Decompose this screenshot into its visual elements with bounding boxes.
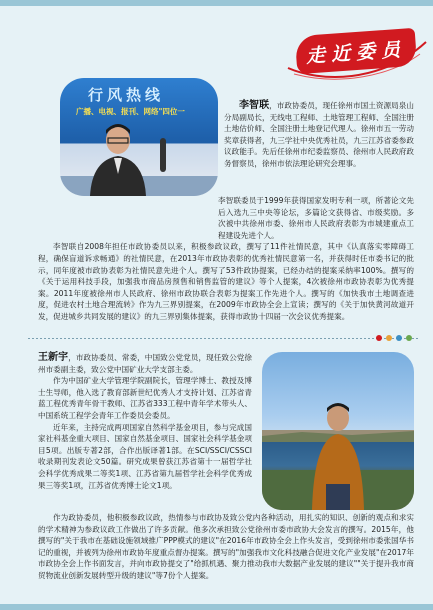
photo1-banner-subtitle: 广播、电视、报刊、网络"四位一	[76, 107, 185, 116]
member2-para2: 作为中国矿业大学管理学院副院长，管理学博士、教授及博士生导师，他入选了教育部新世纪优秀人才支持计划、江苏省青蓝工程优秀青年骨干教师、江苏省333工程中青年学术带头人、中国系统工程学会青年工作委员会委员。	[38, 376, 252, 420]
member1-intro-block	[224, 100, 414, 170]
bottom-band	[0, 604, 433, 610]
top-band	[0, 0, 433, 6]
photo1-microphone	[160, 138, 166, 172]
member2-photo	[262, 352, 414, 510]
member1-body	[38, 195, 414, 323]
photo1-banner-title: 行风热线	[88, 86, 165, 104]
member1-name: 李智联	[239, 100, 270, 111]
member1-para2: 李智联委员于1999年获得国家发明专利一项，所著论文先后入选九三中央等论坛，多篇论文获得省、市级奖励。多次被中共徐州市委、徐州市人民政府表彰为市城建重点工程建设先进个人。	[218, 196, 414, 240]
section-title: 走近委员	[305, 38, 407, 68]
member1-para3: 李智联自2008年担任市政协委员以来，积极参政议政，撰写了11件社情民意，其中《认真落实零障碍工程，确保盲道诉求畅通》的社情民意，在2013年市政协表彰的优秀社情民意第一名，并获得时任市委书记的批示，同年度被市政协表彰为社情民意先进个人。撰写了53件政协提案，已经办结的提案采纳率100%。撰写的《关于运用科技手段，加强我市商品房预售和销售监管的建议》等个人提案，4次被徐州市政协表彰为优秀提案。2011年度被徐州市人民政府、徐州市政协联合表彰为提案工作先进个人。撰写的《加快我市土地调查进度，促进农村土地合理流转》作为九三界别提案，在2009年市政协全会上宣读；撰写的《关于加快黄河故道开发，促进城乡共同发展的建议》的九三界别集体提案，获得市政协十四届一次会议优秀提案。	[38, 242, 414, 321]
member2-para3: 近年来，主持完成两项国家自然科学基金项目，参与完成国家社科基金重大项目、国家自然基金项目、国家社会科学基金项目5项。出版专著2部，合作出版译著1部。在SCI/SSCI/CSSCI收录期刊发表论文50篇。研究成果曾获江苏省第十一届哲学社会科学优秀成果二等奖1项、江苏省第九届哲学社会科学优秀成果三等奖1项，江苏省优秀博士论文1项。	[38, 422, 252, 490]
member2-para4: 作为政协委员，他积极参政议政，热情参与市政协及致公党内各种活动，用扎实的知识、创新的观点和求实的学术精神为参政议政工作做出了许多贡献。他多次承担致公党徐州市委市政协大会发言的撰写。2015年，他撰写的"关于我市在基础设施领域推广PPP模式的建议"在2016年市政协全会上作头发言，受到徐州市委张国华书记的重视，并被列为徐州市政协年度重点督办提案。撰写的"加强我市文化科技融合促进文化产业发展"在2017年市政协全会上作书面发言，并向市政协提交了"给抓机遇、聚力推动我市大数据产业发展的建议""关于提升我市商贸物流业创新发展转型升级的建议"等7份个人提案。	[38, 513, 414, 580]
divider-dots-decoration	[374, 333, 416, 343]
photo2-scene	[262, 352, 414, 510]
member2-intro-block	[38, 352, 252, 491]
member2-intro: ，市政协委员、常委，中国致公党党员，现任致公党徐州市委副主委，致公党中国矿业大学支部主委。	[38, 353, 252, 374]
member1-intro: ，市政协委员，现任徐州市国土资源局泉山分局副局长，无线电工程师、土地管理工程师、全国注册土地估价师、全国注册土地登记代理人。徐州市五一劳动奖章获得者，九三学社中央优秀社员，九三江苏省委参政议政能手。先后任徐州市纪委监察员、徐州市人民政府政务督察员，徐州市依法理论研究会理事。	[224, 101, 415, 168]
member2-name: 王新宇	[38, 352, 69, 363]
photo1-person-figure	[86, 120, 150, 196]
section-divider	[28, 338, 420, 339]
member1-photo	[60, 78, 218, 196]
member2-body	[38, 512, 414, 582]
